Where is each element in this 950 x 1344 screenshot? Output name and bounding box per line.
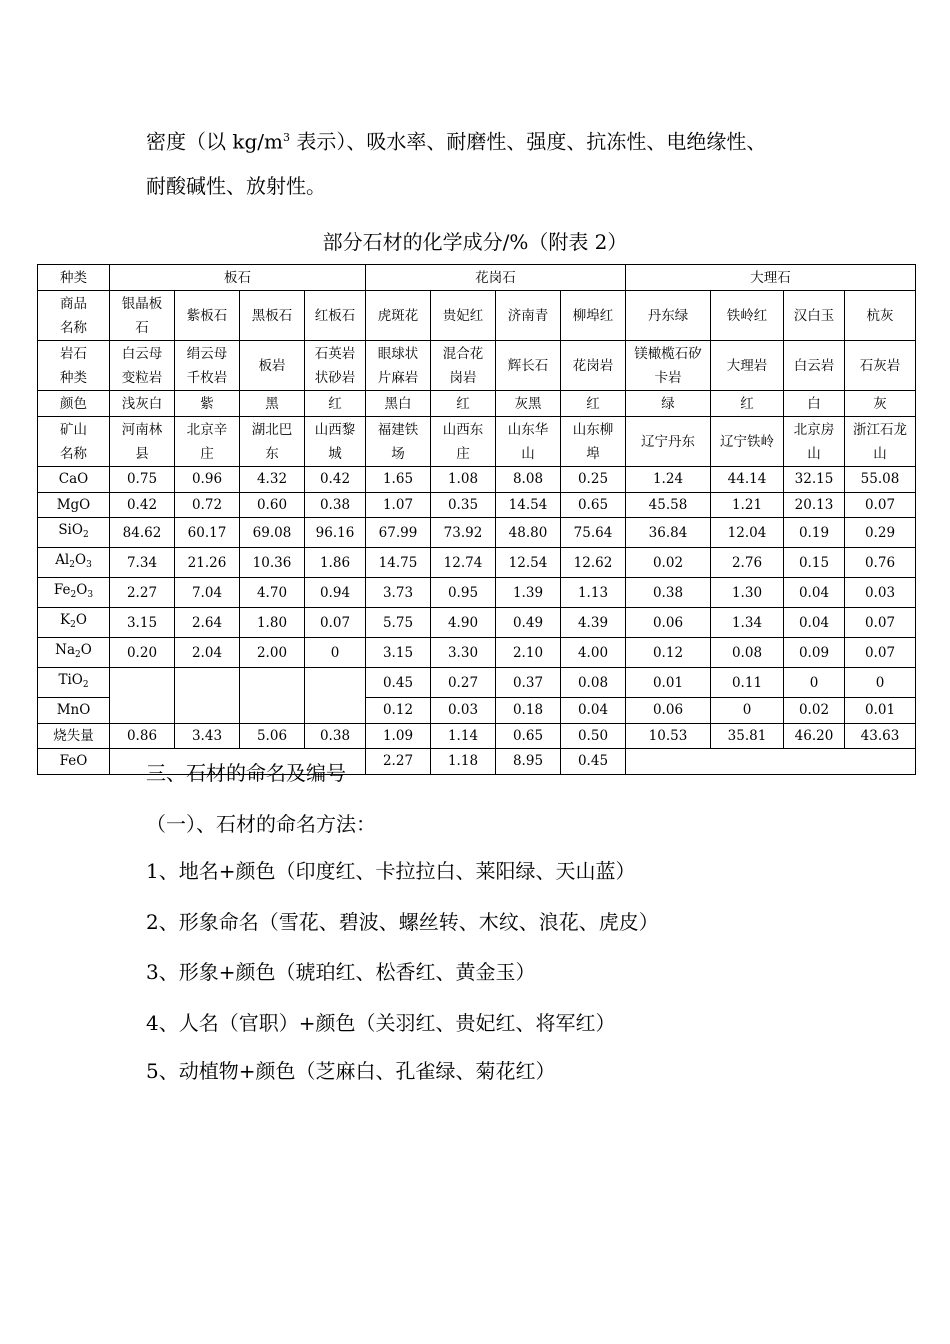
- group-header: 板石: [110, 265, 366, 291]
- row-label: 商品名称: [38, 291, 110, 341]
- empty-cell: [305, 668, 366, 724]
- group-header: 花岗石: [366, 265, 626, 291]
- table-cell: 丹东绿: [626, 291, 711, 341]
- table-cell: 辉长石: [496, 341, 561, 391]
- table-cell: 杭灰: [845, 291, 916, 341]
- table-cell: 0.45: [561, 749, 626, 775]
- table-cell: 0.12: [366, 698, 431, 724]
- table-cell: 辽宁丹东: [626, 417, 711, 467]
- component-label: SiO$_2$: [38, 518, 110, 548]
- table-cell: 1.30: [711, 578, 784, 608]
- table-cell: 8.95: [496, 749, 561, 775]
- table-cell: 大理岩: [711, 341, 784, 391]
- table-cell: 0.01: [845, 698, 916, 724]
- table-cell: 红板石: [305, 291, 366, 341]
- table-cell: 60.17: [175, 518, 240, 548]
- table-row: [38, 265, 916, 291]
- table-cell: 0.12: [626, 638, 711, 668]
- table-cell: 0.03: [431, 698, 496, 724]
- table-cell: 1.14: [431, 723, 496, 749]
- table-cell: 济南青: [496, 291, 561, 341]
- table-cell: 黑: [240, 391, 305, 417]
- table-cell: 67.99: [366, 518, 431, 548]
- table-cell: 0.42: [305, 467, 366, 493]
- table-cell: 0.75: [110, 467, 175, 493]
- table-cell: 灰: [845, 391, 916, 417]
- table-cell: 0.49: [496, 608, 561, 638]
- table-cell: 1.09: [366, 723, 431, 749]
- table-cell: 0.38: [305, 492, 366, 518]
- naming-item-3: 3、形象+颜色（琥珀红、松香红、黄金玉）: [146, 960, 536, 984]
- table-cell: 板岩: [240, 341, 305, 391]
- table-cell: 0.60: [240, 492, 305, 518]
- table-cell: 0.65: [496, 723, 561, 749]
- table-cell: 0: [845, 668, 916, 698]
- table-cell: 0.07: [845, 638, 916, 668]
- section-subheading: （一）、石材的命名方法：: [146, 812, 376, 836]
- component-label: TiO$_2$: [38, 668, 110, 698]
- table-cell: 1.86: [305, 548, 366, 578]
- empty-cell: [240, 668, 305, 724]
- table-cell: 3.73: [366, 578, 431, 608]
- table-cell: 黑板石: [240, 291, 305, 341]
- table-cell: 10.36: [240, 548, 305, 578]
- chemical-composition-table: [37, 264, 916, 775]
- table-cell: 21.26: [175, 548, 240, 578]
- table-cell: 35.81: [711, 723, 784, 749]
- table-cell: 0.08: [561, 668, 626, 698]
- table-cell: 0.86: [110, 723, 175, 749]
- table-cell: 46.20: [784, 723, 845, 749]
- table-cell: 0.07: [305, 608, 366, 638]
- row-label: 颜色: [38, 391, 110, 417]
- table-cell: 白云母变粒岩: [110, 341, 175, 391]
- table-cell: 白云岩: [784, 341, 845, 391]
- table-cell: 0.37: [496, 668, 561, 698]
- row-label: 矿山名称: [38, 417, 110, 467]
- table-cell: 43.63: [845, 723, 916, 749]
- table-cell: 红: [561, 391, 626, 417]
- table-cell: 2.10: [496, 638, 561, 668]
- table-cell: 0.38: [305, 723, 366, 749]
- component-row: [38, 467, 916, 493]
- table-cell: 红: [431, 391, 496, 417]
- empty-cell: [626, 749, 916, 775]
- table-cell: 虎斑花: [366, 291, 431, 341]
- component-label: MgO: [38, 492, 110, 518]
- table-cell: 4.00: [561, 638, 626, 668]
- table-cell: 紫: [175, 391, 240, 417]
- table-cell: 0.94: [305, 578, 366, 608]
- product-name-row: [38, 291, 916, 341]
- table-cell: 绢云母千枚岩: [175, 341, 240, 391]
- table-cell: 铁岭红: [711, 291, 784, 341]
- component-row: [38, 608, 916, 638]
- table-cell: 4.39: [561, 608, 626, 638]
- intro-text-b: 表示）、吸水率、耐磨性、强度、抗冻性、电绝缘性、: [289, 129, 767, 154]
- table-cell: 75.64: [561, 518, 626, 548]
- table-cell: 山东柳埠: [561, 417, 626, 467]
- table-cell: 眼球状片麻岩: [366, 341, 431, 391]
- intro-superscript: 3: [282, 131, 290, 144]
- table-cell: 0.29: [845, 518, 916, 548]
- table-cell: 山西黎城: [305, 417, 366, 467]
- table-cell: 0.72: [175, 492, 240, 518]
- table-cell: 北京辛庄: [175, 417, 240, 467]
- table-cell: 0.04: [784, 608, 845, 638]
- table-cell: 8.08: [496, 467, 561, 493]
- table-cell: 96.16: [305, 518, 366, 548]
- table-cell: 69.08: [240, 518, 305, 548]
- table-cell: 0.06: [626, 698, 711, 724]
- component-label: 烧失量: [38, 723, 110, 749]
- table-cell: 石灰岩: [845, 341, 916, 391]
- table-cell: 1.13: [561, 578, 626, 608]
- section-heading: 三、石材的命名及编号: [146, 761, 346, 785]
- table-cell: 0.11: [711, 668, 784, 698]
- table-cell: 1.80: [240, 608, 305, 638]
- category-header: 种类: [38, 265, 110, 291]
- table-cell: 柳埠红: [561, 291, 626, 341]
- table-cell: 44.14: [711, 467, 784, 493]
- group-header: 大理石: [626, 265, 916, 291]
- table-cell: 3.15: [110, 608, 175, 638]
- table-cell: 0.07: [845, 608, 916, 638]
- table-cell: 20.13: [784, 492, 845, 518]
- table-cell: 12.62: [561, 548, 626, 578]
- component-label: $K_2O$: [38, 608, 110, 638]
- table-cell: 55.08: [845, 467, 916, 493]
- table-cell: 白: [784, 391, 845, 417]
- table-cell: 福建铁场: [366, 417, 431, 467]
- component-row: [38, 518, 916, 548]
- table-cell: 混合花岗岩: [431, 341, 496, 391]
- table-cell: 0.15: [784, 548, 845, 578]
- component-row: [38, 492, 916, 518]
- table-cell: 0: [305, 638, 366, 668]
- table-cell: 0.08: [711, 638, 784, 668]
- table-cell: 0.38: [626, 578, 711, 608]
- table-cell: 湖北巴东: [240, 417, 305, 467]
- table-cell: 辽宁铁岭: [711, 417, 784, 467]
- table-cell: 45.58: [626, 492, 711, 518]
- table-cell: 4.32: [240, 467, 305, 493]
- table-cell: 1.21: [711, 492, 784, 518]
- table-cell: 镁橄榄石矽卡岩: [626, 341, 711, 391]
- component-row: [38, 548, 916, 578]
- naming-item-1: 1、地名+颜色（印度红、卡拉拉白、莱阳绿、天山蓝）: [146, 859, 636, 883]
- intro-line-2: 耐酸碱性、放射性。: [146, 174, 326, 198]
- table-cell: 0.95: [431, 578, 496, 608]
- table-cell: 0.50: [561, 723, 626, 749]
- empty-cell: [110, 668, 175, 724]
- table-cell: 河南林县: [110, 417, 175, 467]
- naming-item-2: 2、形象命名（雪花、碧波、螺丝转、木纹、浪花、虎皮）: [146, 910, 659, 934]
- table-cell: 0.01: [626, 668, 711, 698]
- component-label: $Al_2O_3$: [38, 548, 110, 578]
- table-cell: 2.27: [110, 578, 175, 608]
- table-cell: 4.90: [431, 608, 496, 638]
- table-cell: 0: [711, 698, 784, 724]
- table-cell: 7.04: [175, 578, 240, 608]
- table-cell: 12.74: [431, 548, 496, 578]
- table-cell: 2.04: [175, 638, 240, 668]
- table-cell: 0.27: [431, 668, 496, 698]
- table-cell: 2.27: [366, 749, 431, 775]
- table-cell: 汉白玉: [784, 291, 845, 341]
- table-cell: 0.02: [626, 548, 711, 578]
- table-cell: 12.54: [496, 548, 561, 578]
- table-cell: 银晶板石: [110, 291, 175, 341]
- table-cell: 10.53: [626, 723, 711, 749]
- table-cell: 0.20: [110, 638, 175, 668]
- table-cell: 绿: [626, 391, 711, 417]
- table-cell: 84.62: [110, 518, 175, 548]
- component-row: [38, 723, 916, 749]
- table-cell: 0.09: [784, 638, 845, 668]
- table-cell: 2.00: [240, 638, 305, 668]
- table-cell: 0.65: [561, 492, 626, 518]
- color-row: [38, 391, 916, 417]
- table-cell: 14.54: [496, 492, 561, 518]
- table-cell: 灰黑: [496, 391, 561, 417]
- table-cell: 3.43: [175, 723, 240, 749]
- table-cell: 0.42: [110, 492, 175, 518]
- rock-type-row: [38, 341, 916, 391]
- table-cell: 0.35: [431, 492, 496, 518]
- table-cell: 花岗岩: [561, 341, 626, 391]
- table-cell: 0.07: [845, 492, 916, 518]
- table-cell: 石英岩状砂岩: [305, 341, 366, 391]
- intro-line-1: [146, 126, 766, 154]
- table-cell: 3.15: [366, 638, 431, 668]
- table-cell: 0.76: [845, 548, 916, 578]
- naming-item-5: 5、动植物+颜色（芝麻白、孔雀绿、菊花红）: [146, 1059, 556, 1083]
- table-cell: 7.34: [110, 548, 175, 578]
- table-cell: 1.39: [496, 578, 561, 608]
- table-cell: 48.80: [496, 518, 561, 548]
- table-caption: 部分石材的化学成分/%（附表 2）: [322, 230, 628, 254]
- component-row: [38, 668, 916, 698]
- component-row: [38, 578, 916, 608]
- table-cell: 0: [784, 668, 845, 698]
- empty-cell: [175, 668, 240, 724]
- table-cell: 1.34: [711, 608, 784, 638]
- table-cell: 0.04: [784, 578, 845, 608]
- table-cell: 12.04: [711, 518, 784, 548]
- table-cell: 0.04: [561, 698, 626, 724]
- table-cell: 14.75: [366, 548, 431, 578]
- naming-item-4: 4、人名（官职）+颜色（关羽红、贵妃红、将军红）: [146, 1011, 616, 1035]
- table-cell: 北京房山: [784, 417, 845, 467]
- component-row: [38, 638, 916, 668]
- table-cell: 浅灰白: [110, 391, 175, 417]
- table-cell: 0.96: [175, 467, 240, 493]
- table-cell: 1.24: [626, 467, 711, 493]
- table-cell: 32.15: [784, 467, 845, 493]
- component-label: $Na_2O$: [38, 638, 110, 668]
- table-cell: 红: [305, 391, 366, 417]
- table-cell: 0.19: [784, 518, 845, 548]
- table-cell: 4.70: [240, 578, 305, 608]
- component-label: $Fe_2O_3$: [38, 578, 110, 608]
- table-cell: 2.76: [711, 548, 784, 578]
- intro-text-a: 密度（以 kg/m: [146, 129, 283, 154]
- table-cell: 0.02: [784, 698, 845, 724]
- table-cell: 5.06: [240, 723, 305, 749]
- table-cell: 0.03: [845, 578, 916, 608]
- table-cell: 36.84: [626, 518, 711, 548]
- mine-row: [38, 417, 916, 467]
- component-label: MnO: [38, 698, 110, 724]
- table-cell: 1.08: [431, 467, 496, 493]
- table-cell: 1.65: [366, 467, 431, 493]
- table-cell: 山西东庄: [431, 417, 496, 467]
- table-cell: 紫板石: [175, 291, 240, 341]
- table-cell: 黑白: [366, 391, 431, 417]
- table-cell: 浙江石龙山: [845, 417, 916, 467]
- table-cell: 0.06: [626, 608, 711, 638]
- row-label: 岩石种类: [38, 341, 110, 391]
- table-cell: 1.07: [366, 492, 431, 518]
- component-label: FeO: [38, 749, 110, 775]
- table-cell: 3.30: [431, 638, 496, 668]
- table-cell: 5.75: [366, 608, 431, 638]
- table-cell: 0.25: [561, 467, 626, 493]
- table-cell: 1.18: [431, 749, 496, 775]
- table-cell: 73.92: [431, 518, 496, 548]
- component-label: CaO: [38, 467, 110, 493]
- table-cell: 贵妃红: [431, 291, 496, 341]
- table-cell: 0.18: [496, 698, 561, 724]
- table-cell: 2.64: [175, 608, 240, 638]
- table-cell: 红: [711, 391, 784, 417]
- table-cell: 0.45: [366, 668, 431, 698]
- table-cell: 山东华山: [496, 417, 561, 467]
